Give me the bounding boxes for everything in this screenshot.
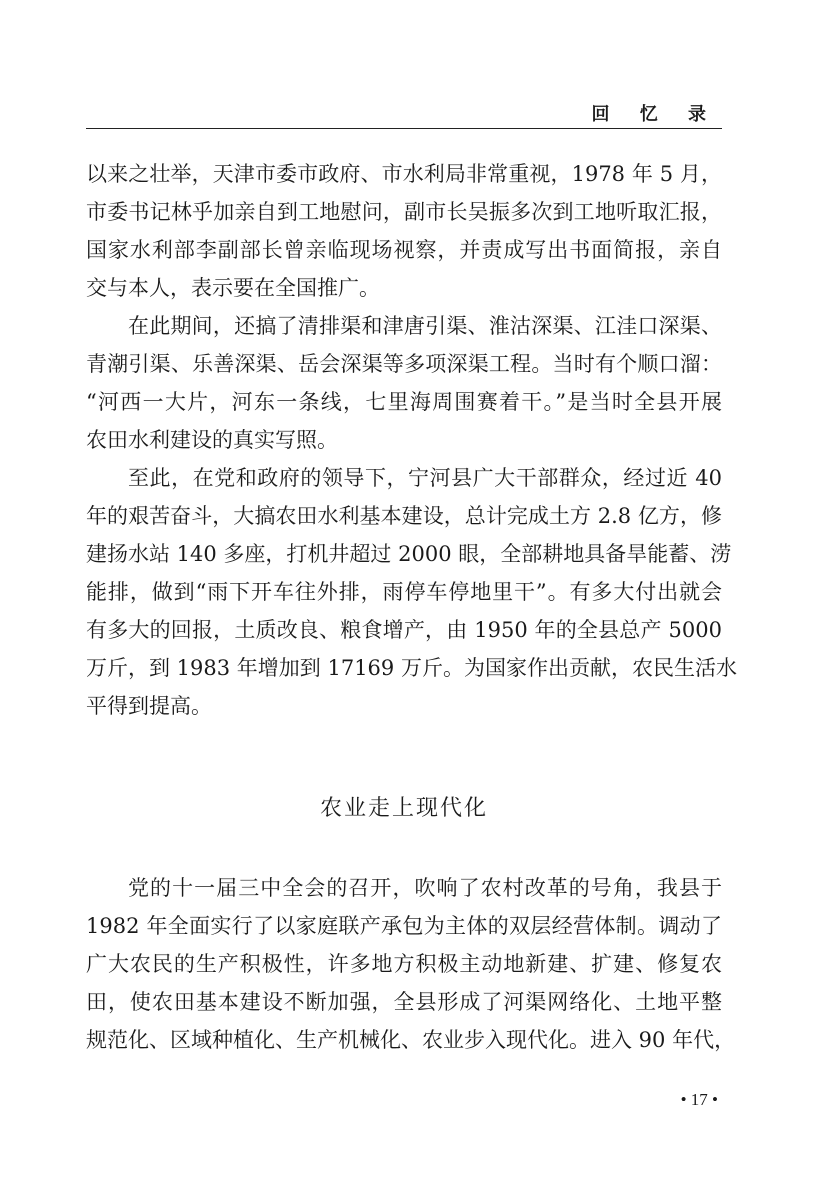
text-line: 在此期间，还搞了清排渠和津唐引渠、淮沽深渠、江洼口深渠、 xyxy=(128,314,722,338)
text-line: 至此，在党和政府的领导下，宁河县广大干部群众，经过近 40 xyxy=(128,466,722,490)
running-header-title: 回 忆 录 xyxy=(591,104,718,125)
text-line: 规范化、区域种植化、生产机械化、农业步入现代化。进入 90 年代， xyxy=(86,1028,736,1052)
running-header xyxy=(86,98,722,129)
text-line: 能排，做到“雨下开车往外排，雨停车停地里干”。有多大付出就会 xyxy=(86,580,722,604)
text-line: 田，使农田基本建设不断加强，全县形成了河渠网络化、土地平整 xyxy=(86,990,722,1014)
text-line: 国家水利部李副部长曾亲临现场视察，并责成写出书面简报，亲自 xyxy=(86,238,722,262)
text-line: 党的十一届三中全会的召开，吹响了农村改革的号角，我县于 xyxy=(128,876,722,900)
page-number: • 17 • xyxy=(680,1090,718,1109)
section-heading: 农业走上现代化 xyxy=(319,796,488,821)
text-line: 以来之壮举，天津市委市政府、市水利局非常重视，1978 年 5 月， xyxy=(86,162,722,186)
text-line: 建扬水站 140 多座，打机井超过 2000 眼，全部耕地具备旱能蓄、涝 xyxy=(86,542,732,566)
text-line: 农田水利建设的真实写照。 xyxy=(86,428,338,452)
text-line: 1982 年全面实行了以家庭联产承包为主体的双层经营体制。调动了 xyxy=(86,914,722,938)
text-line: 交与本人，表示要在全国推广。 xyxy=(86,276,380,300)
text-line: 年的艰苦奋斗，大搞农田水利基本建设，总计完成土方 2.8 亿方，修 xyxy=(86,504,722,528)
text-line: 青潮引渠、乐善深渠、岳会深渠等多项深渠工程。当时有个顺口溜： xyxy=(86,352,722,376)
text-line: “河西一大片，河东一条线，七里海周围赛着干。”是当时全县开展 xyxy=(86,390,722,414)
text-line: 平得到提高。 xyxy=(86,694,212,718)
text-line: 有多大的回报，土质改良、粮食增产，由 1950 年的全县总产 5000 xyxy=(86,618,722,642)
body-text-bottom xyxy=(86,869,736,1059)
text-line: 市委书记林乎加亲自到工地慰问，副市长吴振多次到工地听取汇报， xyxy=(86,200,722,224)
body-text-top xyxy=(86,155,737,725)
text-line: 万斤，到 1983 年增加到 17169 万斤。为国家作出贡献，农民生活水 xyxy=(86,656,737,680)
text-line: 广大农民的生产积极性，许多地方积极主动地新建、扩建、修复农 xyxy=(86,952,722,976)
